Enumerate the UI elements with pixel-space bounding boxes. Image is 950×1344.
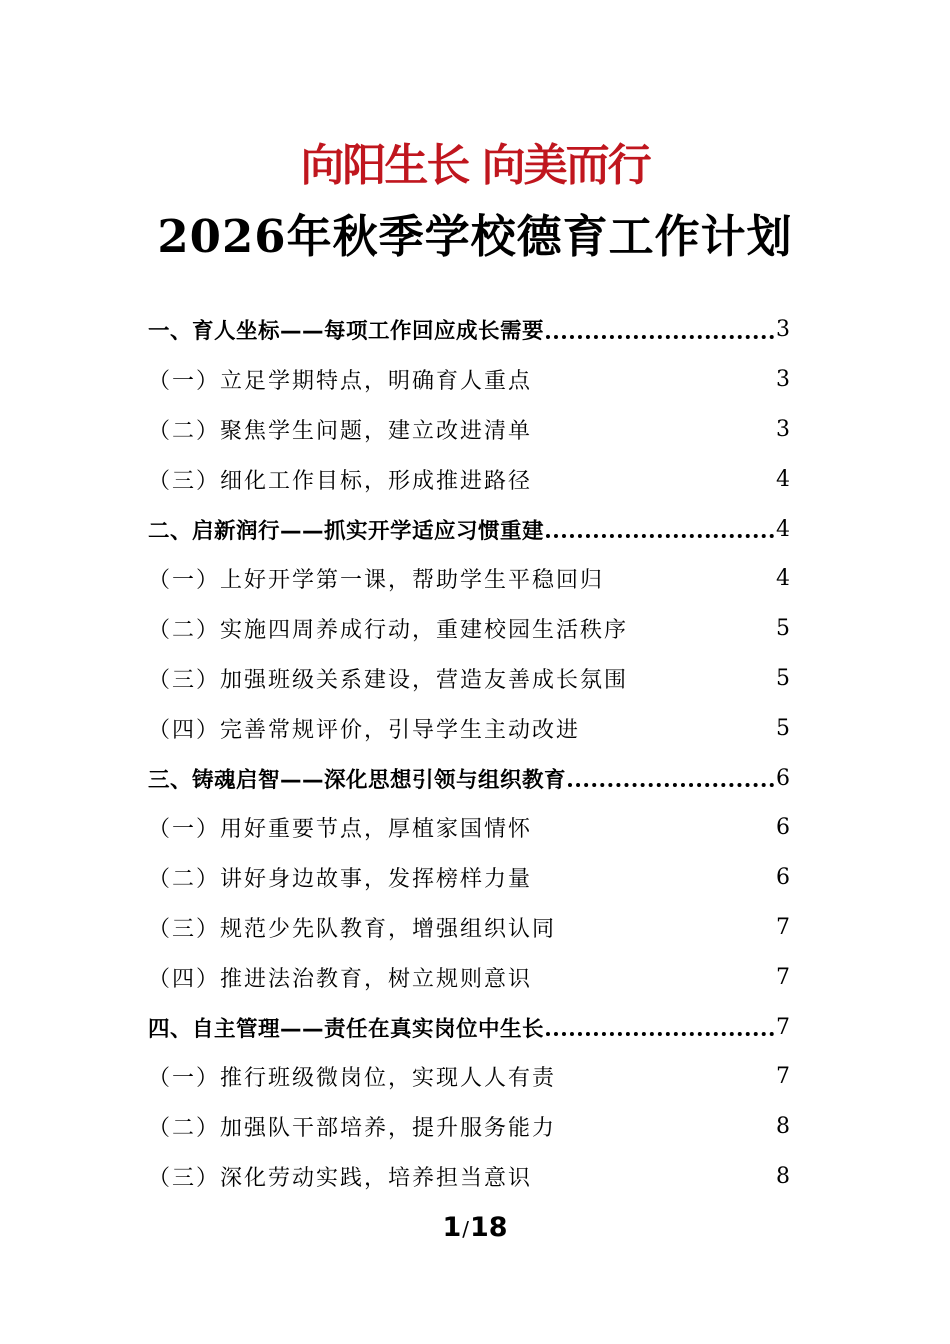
toc-subsection-entry[interactable]: [148, 952, 790, 1002]
toc-entry-title: （三）规范少先队教育，增强组织认同: [148, 916, 557, 942]
toc-page-number: 3: [776, 367, 790, 393]
toc-dot-leader: [630, 667, 774, 689]
toc-entry-title: （三）加强班级关系建设，营造友善成长氛围: [148, 667, 629, 693]
toc-entry-title: （三）深化劳动实践，培养担当意识: [148, 1165, 533, 1191]
toc-subsection-entry[interactable]: [148, 604, 790, 654]
toc-page-number: 4: [776, 466, 790, 492]
toc-subsection-entry[interactable]: [148, 454, 790, 504]
toc-subsection-entry[interactable]: [148, 654, 790, 704]
toc-section-entry[interactable]: [148, 504, 790, 554]
toc-subsection-entry[interactable]: [148, 1102, 790, 1152]
toc-dot-leader: [546, 335, 774, 339]
toc-dot-leader: [558, 916, 774, 938]
toc-section-entry[interactable]: [148, 1002, 790, 1052]
toc-entry-title: （一）推行班级微岗位，实现人人有责: [148, 1066, 557, 1092]
document-title: 2026年秋季学校德育工作计划: [157, 210, 793, 263]
table-of-contents: [148, 305, 790, 1201]
toc-section-entry[interactable]: [148, 753, 790, 803]
toc-entry-title: （一）立足学期特点，明确育人重点: [148, 369, 533, 395]
toc-page-number: 5: [776, 715, 790, 741]
toc-page-number: 6: [776, 865, 790, 891]
toc-entry-title: （四）推进法治教育，树立规则意识: [148, 966, 533, 992]
toc-dot-leader: [558, 1116, 774, 1138]
current-page-number: 1: [442, 1212, 462, 1243]
toc-page-number: 6: [776, 815, 790, 841]
toc-page-number: 3: [776, 416, 790, 442]
toc-entry-title: （三）细化工作目标，形成推进路径: [148, 468, 533, 494]
toc-subsection-entry[interactable]: [148, 903, 790, 953]
toc-dot-leader: [534, 1165, 774, 1187]
toc-page-number: 5: [776, 616, 790, 642]
toc-page-number: 8: [776, 1114, 790, 1140]
toc-page-number: 8: [776, 1163, 790, 1189]
toc-dot-leader: [546, 1032, 774, 1036]
toc-dot-leader: [534, 418, 774, 440]
toc-subsection-entry[interactable]: [148, 853, 790, 903]
page-number-footer: [0, 1210, 950, 1247]
toc-dot-leader: [534, 867, 774, 889]
toc-entry-title: （二）加强队干部培养，提升服务能力: [148, 1116, 557, 1142]
toc-page-number: 4: [776, 516, 790, 542]
toc-dot-leader: [606, 568, 774, 590]
toc-entry-title: （二）聚焦学生问题，建立改进清单: [148, 418, 533, 444]
toc-page-number: 5: [776, 665, 790, 691]
toc-dot-leader: [582, 717, 774, 739]
toc-entry-title: 一、育人坐标——每项工作回应成长需要: [148, 319, 545, 345]
toc-page-number: 7: [776, 1014, 790, 1040]
toc-subsection-entry[interactable]: [148, 803, 790, 853]
toc-page-number: 7: [776, 914, 790, 940]
toc-entry-title: （二）讲好身边故事，发挥榜样力量: [148, 867, 533, 893]
toc-dot-leader: [568, 783, 774, 787]
toc-section-entry[interactable]: [148, 305, 790, 355]
toc-page-number: 7: [776, 1064, 790, 1090]
toc-entry-title: （二）实施四周养成行动，重建校园生活秩序: [148, 618, 629, 644]
toc-subsection-entry[interactable]: [148, 554, 790, 604]
toc-subsection-entry[interactable]: [148, 1152, 790, 1202]
toc-entry-title: （一）上好开学第一课，帮助学生平稳回归: [148, 568, 605, 594]
total-pages-number: 18: [469, 1212, 508, 1243]
toc-entry-title: 四、自主管理——责任在真实岗位中生长: [148, 1016, 545, 1042]
toc-page-number: 4: [776, 566, 790, 592]
toc-entry-title: （四）完善常规评价，引导学生主动改进: [148, 717, 581, 743]
toc-subsection-entry[interactable]: [148, 703, 790, 753]
toc-dot-leader: [534, 966, 774, 988]
toc-page-number: 7: [776, 964, 790, 990]
page-separator: /: [462, 1217, 469, 1241]
toc-entry-title: （一）用好重要节点，厚植家国情怀: [148, 817, 533, 843]
toc-subsection-entry[interactable]: [148, 355, 790, 405]
toc-page-number: 6: [776, 765, 790, 791]
toc-dot-leader: [534, 468, 774, 490]
toc-dot-leader: [558, 1066, 774, 1088]
toc-page-number: 3: [776, 317, 790, 343]
document-subtitle: 向阳生长 向美而行: [300, 140, 650, 191]
toc-entry-title: 三、铸魂启智——深化思想引领与组织教育: [148, 767, 567, 793]
toc-dot-leader: [546, 534, 774, 538]
toc-subsection-entry[interactable]: [148, 405, 790, 455]
toc-dot-leader: [534, 369, 774, 391]
toc-subsection-entry[interactable]: [148, 1052, 790, 1102]
toc-dot-leader: [630, 618, 774, 640]
toc-entry-title: 二、启新润行——抓实开学适应习惯重建: [148, 518, 545, 544]
toc-dot-leader: [534, 817, 774, 839]
